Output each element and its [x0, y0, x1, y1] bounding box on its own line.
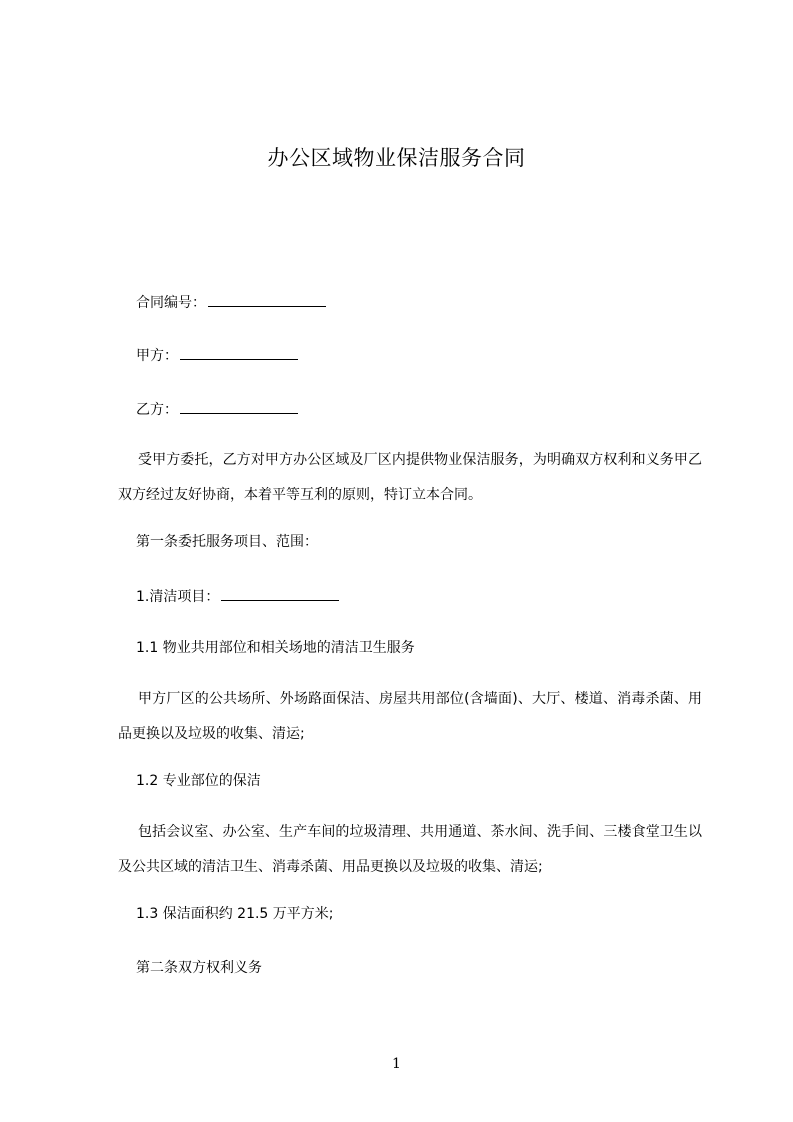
item-1-1-heading: 1.1 物业共用部位和相关场地的清洁卫生服务	[136, 640, 415, 656]
contract-number-field	[136, 292, 326, 313]
party-b-field	[136, 399, 298, 420]
item-1-3: 1.3 保洁面积约 21.5 万平方米;	[136, 906, 334, 922]
page-number: 1	[392, 1056, 401, 1072]
document-title: 办公区域物业保洁服务合同	[267, 146, 526, 170]
article-2-heading: 第二条双方权利义务	[136, 960, 262, 976]
cleaning-items-field	[136, 586, 339, 607]
party-a-label: 甲方：	[136, 348, 178, 364]
party-b-blank	[180, 399, 298, 414]
contract-number-label: 合同编号：	[136, 295, 206, 311]
cleaning-items-label: 1.清洁项目：	[136, 589, 220, 605]
article-1-heading: 第一条委托服务项目、范围：	[136, 534, 318, 550]
party-a-field	[136, 345, 298, 366]
contract-number-blank	[208, 292, 326, 307]
cleaning-items-blank	[221, 586, 339, 601]
item-1-2-heading: 1.2 专业部位的保洁	[136, 773, 261, 789]
party-a-blank	[180, 345, 298, 360]
intro-paragraph: 受甲方委托，乙方对甲方办公区域及厂区内提供物业保洁服务，为明确双方权利和义务甲乙双方经过友好协商，本着平等互利的原则，特订立本合同。	[118, 452, 702, 503]
party-b-label: 乙方：	[136, 402, 178, 418]
item-1-2-text: 包括会议室、办公室、生产车间的垃圾清理、共用通道、茶水间、洗手间、三楼食堂卫生以及公共区域的清洁卫生、消毒杀菌、用品更换以及垃圾的收集、清运;	[118, 824, 702, 875]
item-1-1-text: 甲方厂区的公共场所、外场路面保洁、房屋共用部位(含墙面)、大厅、楼道、消毒杀菌、用品更换以及垃圾的收集、清运;	[118, 691, 702, 742]
